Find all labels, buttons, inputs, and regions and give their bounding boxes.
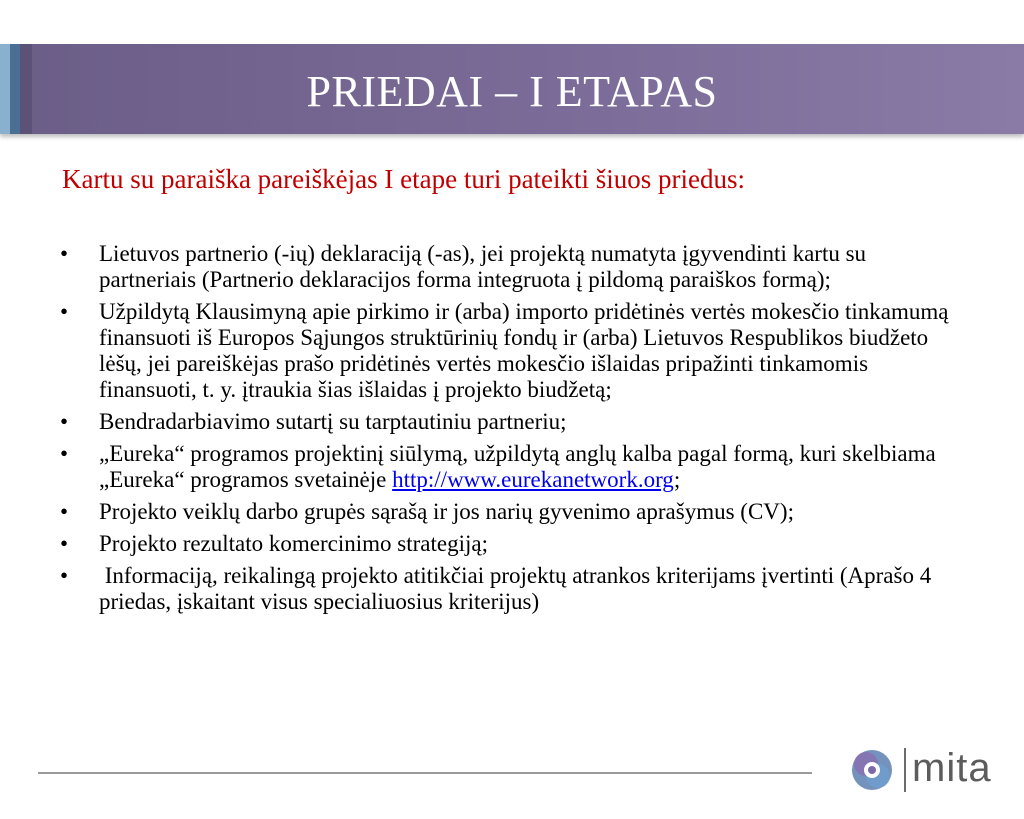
- bullet-icon: •: [60, 409, 69, 434]
- list-item-text: Projekto veiklų darbo grupės sąrašą ir jos narių gyvenimo aprašymus (CV);: [99, 499, 794, 524]
- list-item-text: Projekto rezultato komercinimo strategiją;: [99, 531, 488, 556]
- bullet-icon: •: [60, 499, 69, 524]
- list-item: [60, 299, 960, 403]
- slide-title: PRIEDAI – I ETAPAS: [306, 67, 718, 116]
- list-item: [60, 563, 960, 615]
- list-item-text: Informaciją, reikalingą projekto atitikčiai projektų atrankos kriterijams įvertinti (Aprašo 4 priedas, įskaitant visus specialiuosius kriterijus): [99, 563, 937, 614]
- list-item: [60, 441, 960, 493]
- bullet-icon: •: [60, 441, 69, 466]
- logo-separator: [904, 748, 906, 792]
- bullet-icon: •: [60, 299, 69, 324]
- logo-text: mita: [912, 746, 992, 790]
- mita-logo: [848, 740, 998, 800]
- attachment-list: [60, 241, 960, 621]
- bullet-icon: •: [60, 531, 69, 556]
- list-item-text: Bendradarbiavimo sutartį su tarptautiniu partneriu;: [99, 409, 567, 434]
- list-item-text: „Eureka“ programos projektinį siūlymą, užpildytą anglų kalba pagal formą, kuri skelbiama „Eureka“ programos svetainėje: [99, 441, 936, 492]
- bullet-icon: •: [60, 241, 69, 266]
- list-item-text: Užpildytą Klausimyną apie pirkimo ir (arba) importo pridėtinės vertės mokesčio tinkamumą finansuoti iš Europos Sąjungos struktūrinių fondų ir (arba) Lietuvos Respublikos biudžeto lėšų, jei pareiškėjas prašo pridėtinės vertės mokesčio išlaidas pripažinti tinkamomis finansuoti, t. y. įtraukia šias išlaidas į projekto biudžetą;: [99, 299, 949, 402]
- list-item: [60, 499, 960, 525]
- bullet-icon: •: [60, 563, 69, 588]
- list-item: [60, 409, 960, 435]
- list-item: [60, 241, 960, 293]
- footer-divider: [38, 772, 812, 774]
- intro-text: Kartu su paraiška pareiškėjas I etape turi pateikti šiuos priedus:: [62, 164, 746, 194]
- list-item-text: Lietuvos partnerio (-ių) deklaraciją (-as), jei projektą numatyta įgyvendinti kartu su partneriais (Partnerio deklaracijos forma integruota į pildomą paraiškos formą);: [99, 241, 867, 292]
- list-item-suffix: ;: [673, 467, 681, 492]
- list-item: [60, 531, 960, 557]
- eureka-link[interactable]: http://www.eurekanetwork.org: [392, 467, 674, 492]
- mita-logo-icon: [848, 746, 896, 794]
